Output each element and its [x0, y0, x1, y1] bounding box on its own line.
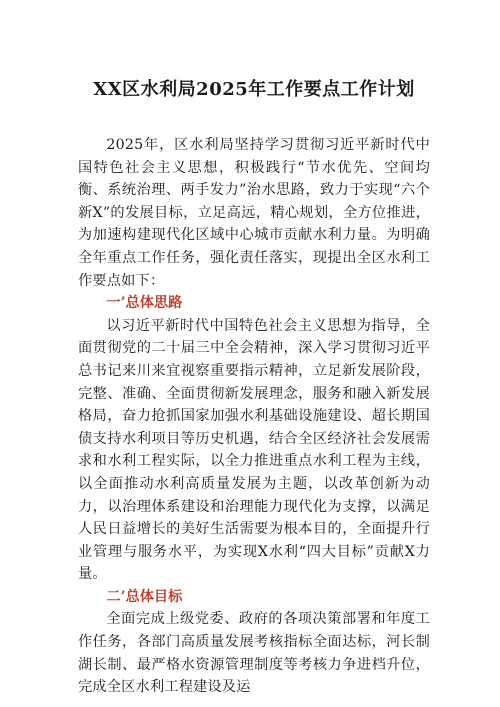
section-body-overall-approach: 以习近平新时代中国特色社会主义思想为指导，全面贯彻党的二十届三中全会精神，深入学习贯彻习近平总书记来川来宜视察重要指示精神，立足新发展阶段，完整、准确、全面贯彻新发展理念，服务和融入新发展格局，奋力抢抓国家加强水利基础设施建设、超长期国债支持水利项目等历史机遇，结合全区经济社会发展需求和水利工程实际，以全力推进重点水利工程为主线，以全面推动水利高质量发展为主题，以改革创新为动力，以治理体系建设和治理能力现代化为支撑，以满足人民日益增长的美好生活需要为根本目的，全面提升行业管理与服务水平，为实现X水利“四大目标”贡献X力量。 — [78, 317, 430, 583]
intro-paragraph: 2025年，区水利局坚持学习贯彻习近平新时代中国特色社会主义思想，积极践行“节水优先、空间均衡、系统治理、两手发力”治水思路，致力于实现“六个新X”的发展目标，立足高远，精心规划，全方位推进，为加速构建现代化区域中心城市贡献水利力量。为明确全年重点工作任务，强化责任落实，现提出全区水利工作要点如下： — [78, 137, 430, 289]
section-body-overall-goals: 全面完成上级党委、政府的各项决策部署和年度工作任务，各部门高质量发展考核指标全面达标，河长制湖长制、最严格水资源管理制度等考核力争进档升位，完成全区水利工程建设及运 — [78, 611, 430, 696]
section-heading-overall-approach: 一’总体思路 — [106, 295, 183, 312]
document-title: XX区水利局2025年工作要点工作计划 — [93, 79, 415, 100]
section-heading-overall-goals: 二’总体目标 — [106, 588, 183, 605]
